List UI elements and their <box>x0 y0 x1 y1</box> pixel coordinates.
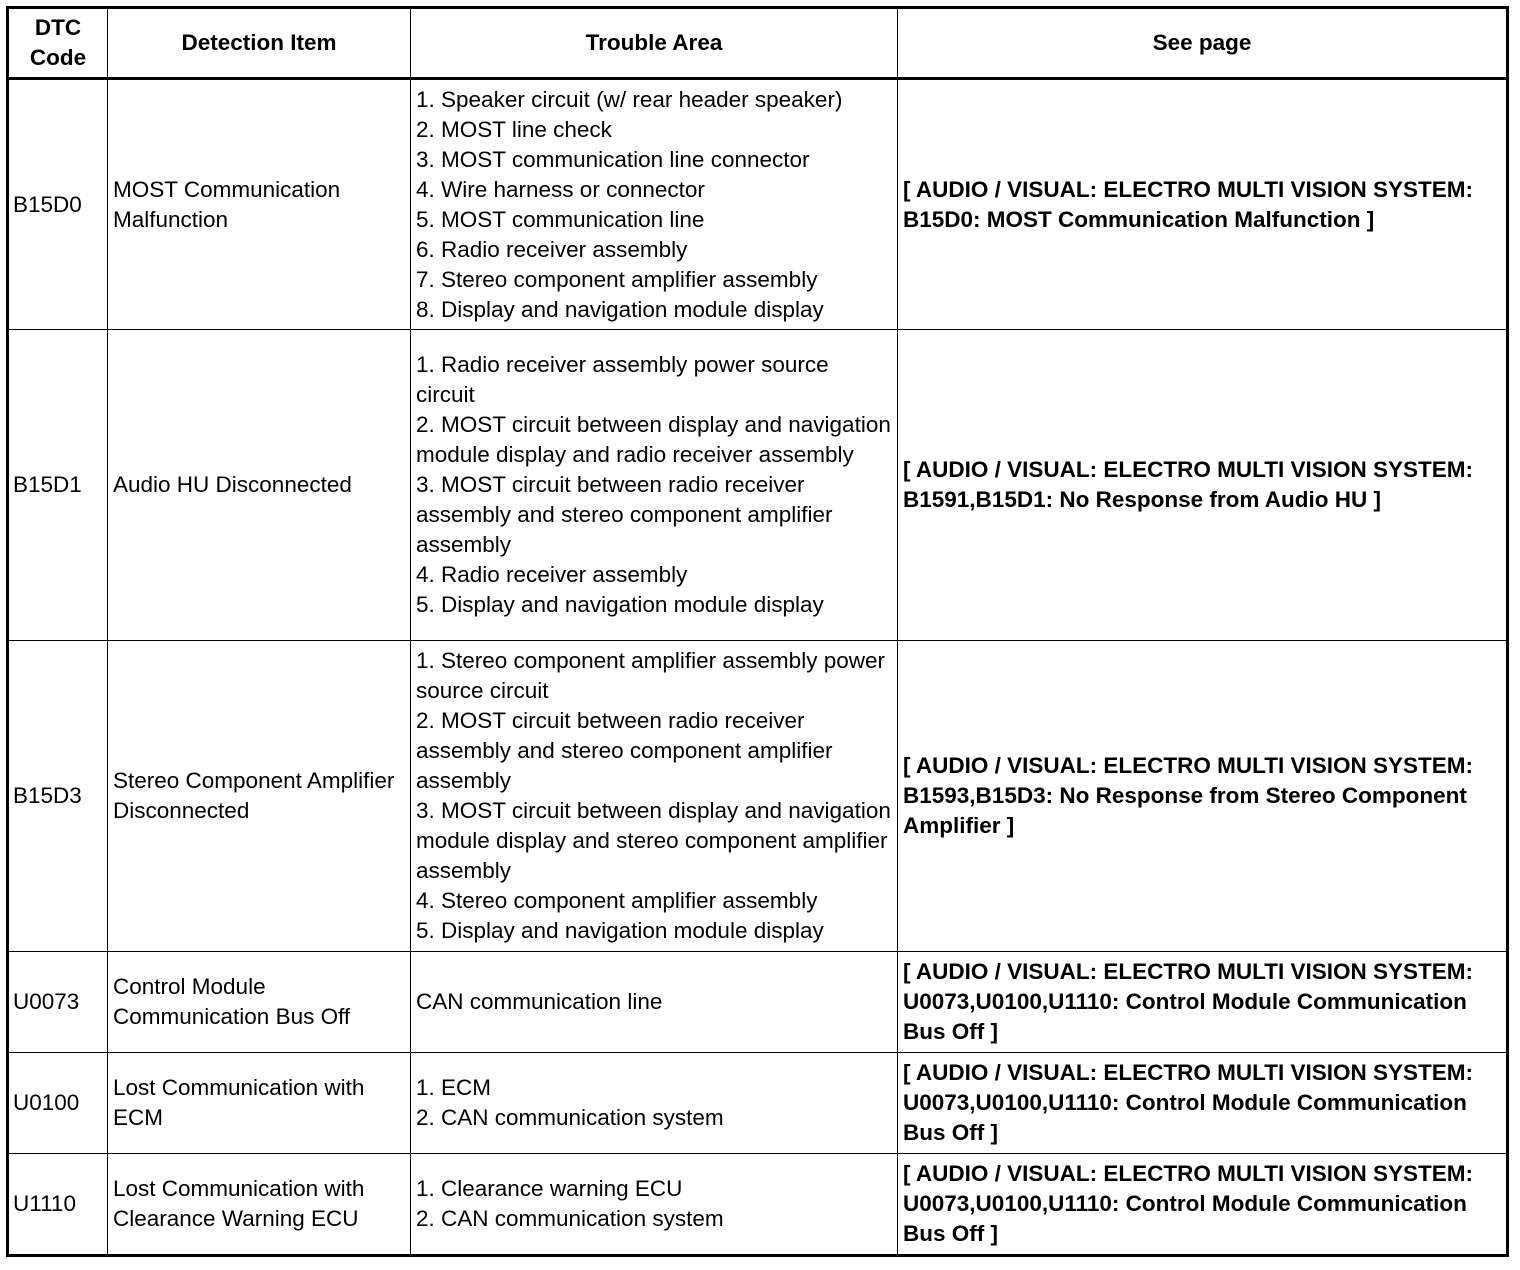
header-trouble-area: Trouble Area <box>411 8 898 79</box>
trouble-area-item: 2. CAN communication system <box>416 1105 724 1130</box>
dtc-code-cell: B15D1 <box>8 330 108 641</box>
dtc-table <box>6 6 1509 1257</box>
trouble-area-item: 2. MOST line check <box>416 116 612 142</box>
dtc-code-cell: U1110 <box>8 1154 108 1256</box>
trouble-area-item: 2. CAN communication system <box>416 1206 724 1231</box>
dtc-code-cell: B15D3 <box>8 641 108 952</box>
trouble-area-item: 3. MOST circuit between radio receiver assembly and stereo component amplifier assembly <box>416 472 833 557</box>
trouble-area-item: 5. MOST communication line <box>416 206 705 232</box>
detection-item-cell: Stereo Component Amplifier Disconnected <box>108 641 411 952</box>
header-dtc-code <box>8 8 108 79</box>
trouble-area-cell <box>411 79 898 330</box>
see-page-reference: [ AUDIO / VISUAL: ELECTRO MULTI VISION SYSTEM: U0073,U0100,U1110: Control Module Communication Bus Off ] <box>898 1053 1508 1154</box>
trouble-area-item: 8. Display and navigation module display <box>416 296 824 322</box>
trouble-area-cell <box>411 641 898 952</box>
detection-item-cell: Lost Communication with ECM <box>108 1053 411 1154</box>
detection-item-cell: MOST Communication Malfunction <box>108 79 411 330</box>
table-row <box>8 79 1508 330</box>
trouble-area-cell <box>411 1053 898 1154</box>
dtc-code-cell: U0073 <box>8 952 108 1053</box>
trouble-area-item: 1. Clearance warning ECU <box>416 1176 683 1201</box>
table-row <box>8 952 1508 1053</box>
trouble-area-cell <box>411 1154 898 1256</box>
header-detection-item: Detection Item <box>108 8 411 79</box>
table-row <box>8 1053 1508 1154</box>
trouble-area-item: 1. ECM <box>416 1075 492 1100</box>
trouble-area-item: 2. MOST circuit between display and navigation module display and radio receiver assembly <box>416 412 891 467</box>
see-page-reference: [ AUDIO / VISUAL: ELECTRO MULTI VISION SYSTEM: B1593,B15D3: No Response from Stereo Component Amplifier ] <box>898 641 1508 952</box>
trouble-area-cell <box>411 952 898 1053</box>
trouble-area-item: 1. Speaker circuit (w/ rear header speaker) <box>416 86 843 112</box>
dtc-table-sheet <box>6 6 1506 1257</box>
see-page-reference: [ AUDIO / VISUAL: ELECTRO MULTI VISION SYSTEM: U0073,U0100,U1110: Control Module Communication Bus Off ] <box>898 1154 1508 1256</box>
detection-item-cell: Audio HU Disconnected <box>108 330 411 641</box>
header-see-page: See page <box>898 8 1508 79</box>
see-page-reference: [ AUDIO / VISUAL: ELECTRO MULTI VISION SYSTEM: B15D0: MOST Communication Malfunction ] <box>898 79 1508 330</box>
trouble-area-item: 2. MOST circuit between radio receiver assembly and stereo component amplifier assembly <box>416 708 833 793</box>
table-row <box>8 1154 1508 1256</box>
trouble-area-cell <box>411 330 898 641</box>
trouble-area-item: 4. Stereo component amplifier assembly <box>416 888 818 913</box>
trouble-area-item: 1. Stereo component amplifier assembly power source circuit <box>416 648 885 703</box>
header-dtc-code-line1: DTC <box>34 15 82 40</box>
table-row <box>8 330 1508 641</box>
dtc-code-cell: B15D0 <box>8 79 108 330</box>
dtc-code-cell: U0100 <box>8 1053 108 1154</box>
trouble-area-item: 5. Display and navigation module display <box>416 592 824 617</box>
trouble-area-item: 5. Display and navigation module display <box>416 918 824 943</box>
header-dtc-code-line2: Code <box>29 45 87 70</box>
see-page-reference: [ AUDIO / VISUAL: ELECTRO MULTI VISION SYSTEM: B1591,B15D1: No Response from Audio HU ] <box>898 330 1508 641</box>
trouble-area-item: 7. Stereo component amplifier assembly <box>416 266 818 292</box>
trouble-area-item: 3. MOST circuit between display and navigation module display and stereo component amplifier assembly <box>416 798 891 883</box>
detection-item-cell: Lost Communication with Clearance Warning ECU <box>108 1154 411 1256</box>
trouble-area-item: 1. Radio receiver assembly power source circuit <box>416 352 829 407</box>
trouble-area-item: 4. Wire harness or connector <box>416 176 705 202</box>
trouble-area-item: CAN communication line <box>416 989 663 1014</box>
see-page-reference: [ AUDIO / VISUAL: ELECTRO MULTI VISION SYSTEM: U0073,U0100,U1110: Control Module Communication Bus Off ] <box>898 952 1508 1053</box>
table-header-row <box>8 8 1508 79</box>
trouble-area-item: 6. Radio receiver assembly <box>416 236 688 262</box>
trouble-area-item: 3. MOST communication line connector <box>416 146 810 172</box>
detection-item-cell: Control Module Communication Bus Off <box>108 952 411 1053</box>
table-row <box>8 641 1508 952</box>
trouble-area-item: 4. Radio receiver assembly <box>416 562 688 587</box>
